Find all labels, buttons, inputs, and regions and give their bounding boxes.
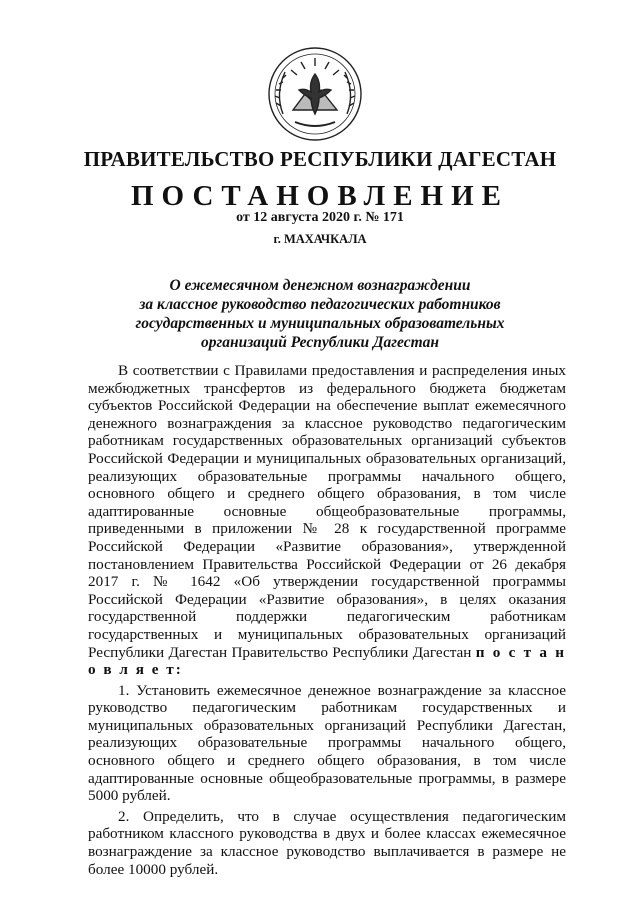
item-2-paragraph: 2. Определить, что в случае осуществления педагогическим работником классного руководства в двух и более классах ежемесячное вознаграждение за классное руководство выплачивается в размере не более 10000 рублей. [88,807,566,878]
document-place: г. МАХАЧКАЛА [273,232,367,246]
document-body [88,362,566,881]
subject-line: за классное руководство педагогических работников [139,296,501,313]
resolves-text: п о с т а н о в л я е т: [88,643,567,679]
document-date: от 12 августа 2020 г. № 171 [236,210,404,225]
document-subject [60,276,580,352]
document-type: ПОСТАНОВЛЕНИЕ [130,180,509,212]
subject-line: государственных и муниципальных образовательных [135,315,505,332]
government-title: ПРАВИТЕЛЬСТВО РЕСПУБЛИКИ ДАГЕСТАН [83,147,557,171]
subject-line: организаций Республики Дагестан [201,334,439,351]
coat-of-arms-dagestan-icon [265,44,365,144]
preamble-paragraph [88,362,566,679]
subject-line: О ежемесячном денежном вознаграждении [169,277,471,294]
item-1-paragraph: 1. Установить ежемесячное денежное вознаграждение за классное руководство педагогическим работникам государственных и муниципальных образовательных организаций Республики Дагестан, реализующих образовательные программы начального общего, основного общего и среднего общего образования, в том числе адаптированные основные общеобразовательные программы, в размере 5000 рублей. [88,681,566,805]
preamble-text: В соответствии с Правилами предоставления и распределения иных межбюджетных трансфертов из федерального бюджета бюджетам субъектов Российской Федерации на обеспечение выплат ежемесячного денежного вознаграждения за классное руководство педагогическим работникам государственных образовательных организаций субъектов Российской Федерации и муниципальных образовательных организаций, реализующих образовательные программы начального общего, основного общего и среднего общего образования, в том числе адаптированные основные общеобразовательные программы, приведенными в приложении № 28 к государственной программе Российской Федерации «Развитие образования», утвержденной постановлением Правительства Российской Федерации от 26 декабря 2017 г. № 1642 «Об утверждении государственной программы Российской Федерации «Развитие образования», в целях оказания государственной поддержки педагогическим работникам государственных и муниципальных образовательных организаций Республики Дагестан Правительство Республики Дагестан [88,362,566,661]
